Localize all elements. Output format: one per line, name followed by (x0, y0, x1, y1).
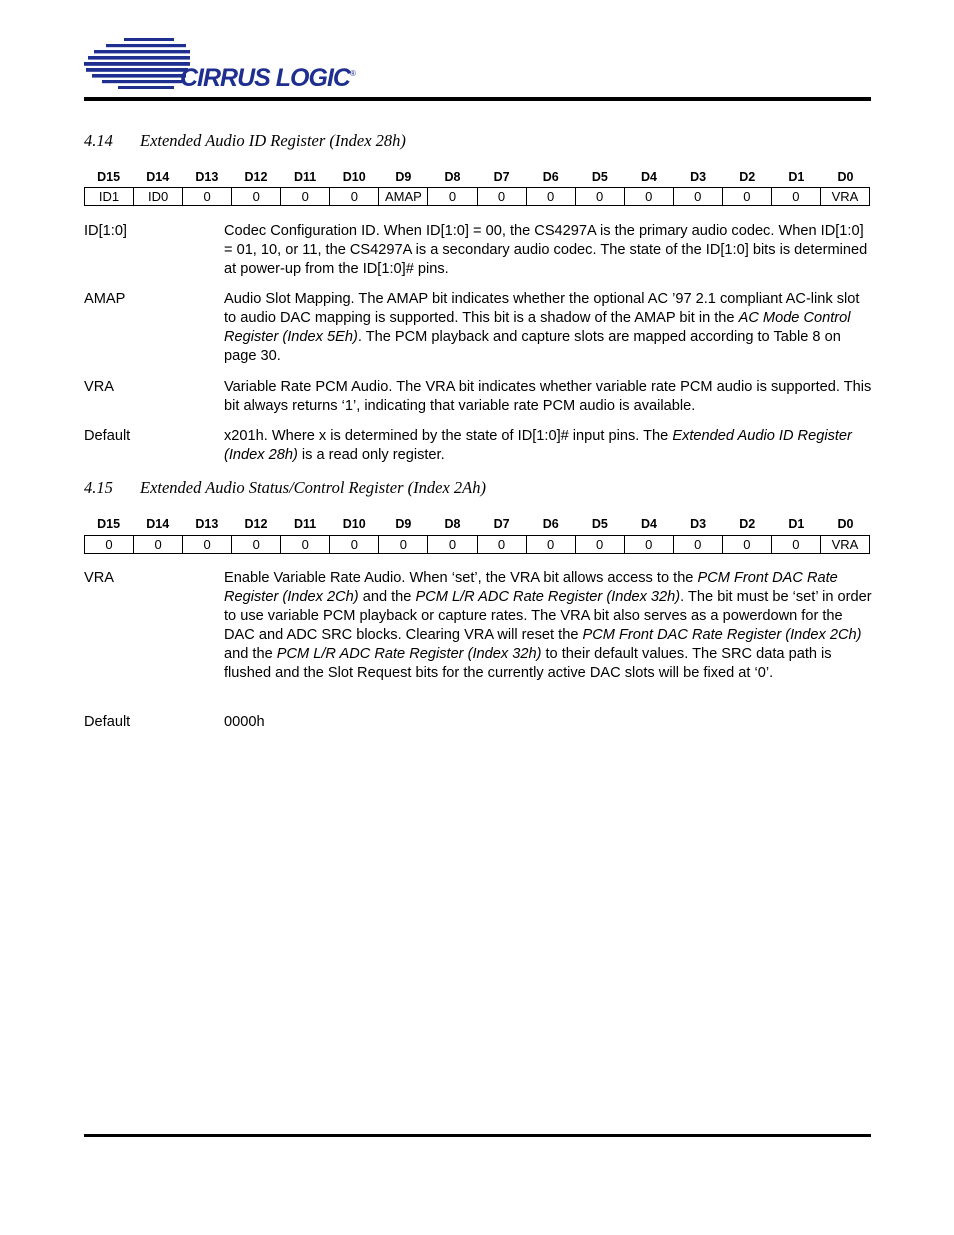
bit-cell: ID1 (85, 188, 134, 206)
bit-cell: 0 (771, 536, 820, 554)
field-description (224, 713, 872, 732)
bit-label: D8 (444, 170, 461, 184)
description-text: and the (224, 646, 277, 662)
footer-rule (84, 1134, 871, 1137)
description-text: . The PCM playback and capture slots are mapped according to Table 8 on page 30. (224, 329, 841, 364)
field-description (224, 290, 872, 366)
bit-label: D8 (444, 517, 461, 531)
field-name: VRA (84, 379, 115, 395)
field-default (84, 713, 872, 732)
bit-label: D10 (342, 170, 366, 184)
bit-label: D4 (640, 170, 657, 184)
bit-cell: VRA (820, 536, 869, 554)
description-text: Variable Rate PCM Audio. The VRA bit indicates whether variable rate PCM audio is supported. This bit always returns ‘1’, indicating that variable rate PCM audio is available. (224, 379, 872, 414)
bit-cell: 0 (624, 536, 673, 554)
section-title-4-14 (84, 131, 406, 151)
bit-cell: 0 (330, 188, 379, 206)
bit-label: D12 (244, 170, 268, 184)
bit-label-row (84, 170, 870, 184)
section-number: 4.14 (84, 131, 113, 150)
bit-cell: 0 (575, 536, 624, 554)
bit-cell: 0 (624, 188, 673, 206)
bit-cell: 0 (183, 536, 232, 554)
bit-label: D1 (788, 170, 805, 184)
bit-cell: 0 (232, 536, 281, 554)
register-bit-table (84, 535, 870, 554)
bit-label: D14 (146, 170, 170, 184)
description-text: Audio Slot Mapping. The AMAP bit indicates whether the optional AC ’97 2.1 compliant AC-link slot to audio DAC mapping is supported. This bit is a shadow of the AMAP bit in the (224, 291, 860, 326)
description-text: Enable Variable Rate Audio. When ‘set’, the VRA bit allows access to the (224, 570, 698, 586)
bit-cell: 0 (673, 188, 722, 206)
field-name: AMAP (84, 291, 126, 307)
register-reference: PCM L/R ADC Rate Register (Index 32h) (276, 646, 542, 662)
bit-label: D5 (591, 170, 608, 184)
logo-registered-mark: ® (350, 69, 356, 78)
bit-label: D14 (146, 517, 170, 531)
register-reference: PCM L/R ADC Rate Register (Index 32h) (415, 589, 681, 605)
bit-cell: 0 (428, 536, 477, 554)
field-description (224, 222, 872, 279)
bit-label: D6 (542, 170, 559, 184)
bit-value-row (85, 536, 870, 554)
bit-label: D0 (837, 170, 854, 184)
section-heading: Extended Audio ID Register (Index 28h) (140, 131, 406, 150)
bit-label: D2 (739, 170, 756, 184)
bit-cell: 0 (379, 536, 428, 554)
bit-label: D9 (395, 170, 412, 184)
bit-label: D11 (293, 170, 317, 184)
field-id (84, 222, 872, 279)
bit-label: D1 (788, 517, 805, 531)
description-text: x201h. Where x is determined by the state of ID[1:0]# input pins. The (224, 428, 673, 444)
bit-label: D7 (493, 517, 510, 531)
bit-label: D4 (640, 517, 657, 531)
bit-label: D6 (542, 517, 559, 531)
field-name: ID[1:0] (84, 223, 127, 239)
cirrus-logic-logo (84, 36, 364, 96)
bit-label: D5 (591, 517, 608, 531)
bit-label: D3 (690, 517, 707, 531)
bit-label: D7 (493, 170, 510, 184)
description-text: . The bit must be ‘set’ in order to use variable PCM playback or capture rates. The VRA bit also serves as a powerdown for the DAC and ADC SRC blocks. Clearing VRA will reset the (224, 589, 872, 643)
bit-label-row (84, 517, 870, 531)
bit-cell: 0 (771, 188, 820, 206)
section-title-4-15 (84, 478, 486, 498)
register-reference: AC Mode Control Register (Index 5Eh) (224, 310, 851, 345)
bit-value-row (85, 188, 870, 206)
field-name: Default (84, 428, 131, 444)
field-description (224, 427, 872, 465)
register-reference: Extended Audio ID Register (Index 28h) (224, 428, 852, 463)
bit-cell: 0 (477, 536, 526, 554)
bit-label: D13 (195, 170, 219, 184)
bit-label: D13 (195, 517, 219, 531)
bit-label: D15 (97, 170, 121, 184)
bit-cell: 0 (575, 188, 624, 206)
bit-label: D0 (837, 517, 854, 531)
field-description (224, 378, 872, 416)
description-text: is a read only register. (297, 447, 445, 463)
description-text: and the (358, 589, 416, 605)
bit-label: D10 (342, 517, 366, 531)
bit-cell: 0 (673, 536, 722, 554)
section-number: 4.15 (84, 478, 113, 497)
register-bit-table (84, 187, 870, 206)
field-vra (84, 569, 872, 683)
bit-cell: 0 (183, 188, 232, 206)
section-heading: Extended Audio Status/Control Register (Index 2Ah) (140, 478, 486, 497)
bit-cell: 0 (428, 188, 477, 206)
field-name: Default (84, 714, 131, 730)
bit-cell: 0 (330, 536, 379, 554)
bit-cell: 0 (281, 188, 330, 206)
bit-cell: 0 (85, 536, 134, 554)
description-text: to their default values. The SRC data path is flushed and the Slot Request bits for the currently active DAC slots will be fixed at ‘0’. (224, 646, 832, 681)
logo-wordmark: CIRRUS LOGIC (180, 64, 350, 92)
bit-cell: AMAP (379, 188, 428, 206)
bit-label: D2 (739, 517, 756, 531)
bit-cell: 0 (722, 188, 771, 206)
bit-cell: 0 (134, 536, 183, 554)
field-amap (84, 290, 872, 366)
field-default (84, 427, 872, 465)
bit-label: D12 (244, 517, 268, 531)
bit-label: D9 (395, 517, 412, 531)
field-description (224, 569, 872, 683)
bit-label: D3 (690, 170, 707, 184)
bit-cell: ID0 (134, 188, 183, 206)
description-text: Codec Configuration ID. When ID[1:0] = 00, the CS4297A is the primary audio codec. When ID[1:0] = 01, 10, or 11, the CS4297A is a secondary audio codec. The state of the ID[1:0] bits is determined at power-up from the ID[1:0]# pins. (224, 223, 868, 277)
bit-cell: 0 (477, 188, 526, 206)
description-text: 0000h (224, 714, 265, 730)
bit-cell: 0 (281, 536, 330, 554)
bit-cell: VRA (820, 188, 869, 206)
register-reference: PCM Front DAC Rate Register (Index 2Ch) (224, 570, 838, 605)
bit-cell: 0 (526, 536, 575, 554)
logo-globe-icon (84, 38, 190, 89)
bit-cell: 0 (232, 188, 281, 206)
header-rule (84, 97, 871, 101)
bit-cell: 0 (526, 188, 575, 206)
register-reference: PCM Front DAC Rate Register (Index 2Ch) (582, 627, 862, 643)
bit-label: D15 (97, 517, 121, 531)
field-name: VRA (84, 570, 115, 586)
field-vra (84, 378, 872, 416)
bit-label: D11 (293, 517, 317, 531)
bit-cell: 0 (722, 536, 771, 554)
